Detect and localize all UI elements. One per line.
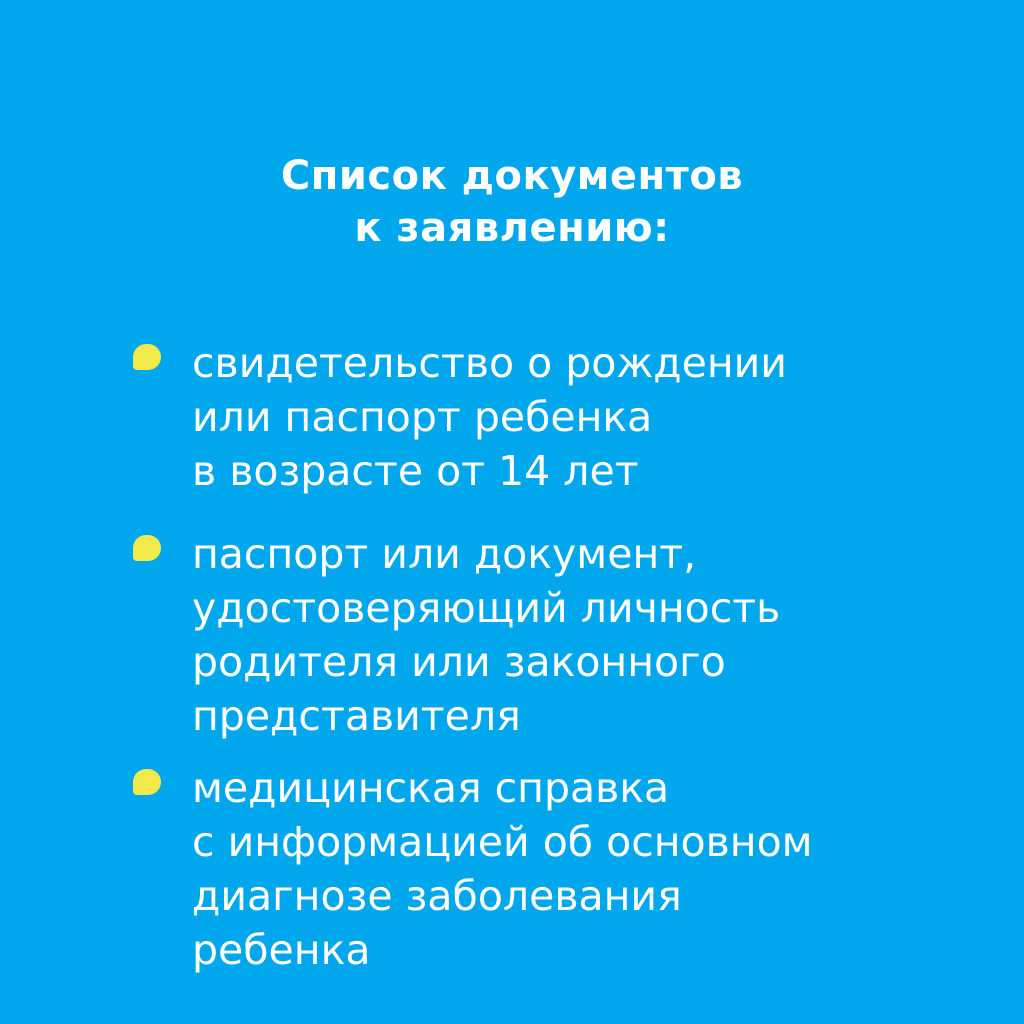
list-item-line: в возрасте от 14 лет (192, 447, 639, 495)
list-item-text (192, 527, 992, 743)
title-line: к заявлению: (354, 205, 670, 251)
list-item-line: диагнозе заболевания (192, 872, 682, 920)
list-item-line: представителя (192, 692, 521, 740)
list-item-line: или паспорт ребенка (192, 393, 653, 441)
bullet-icon (133, 535, 161, 561)
title-line: Список документов (280, 153, 744, 199)
list-item-line: родителя или законного (192, 638, 726, 686)
list-item-text (192, 336, 992, 498)
list-item-line: свидетельство о рождении (192, 339, 787, 387)
list-item-line: медицинская справка (192, 764, 670, 812)
list-item-line: удостоверяющий личность (192, 584, 781, 632)
list-item-line: паспорт или документ, (192, 530, 697, 578)
list-item-line: ребенка (192, 926, 371, 974)
list-item-text (192, 761, 992, 977)
bullet-icon (133, 344, 161, 370)
list-item-line: с информацией об основном (192, 818, 813, 866)
bullet-icon (133, 769, 161, 795)
